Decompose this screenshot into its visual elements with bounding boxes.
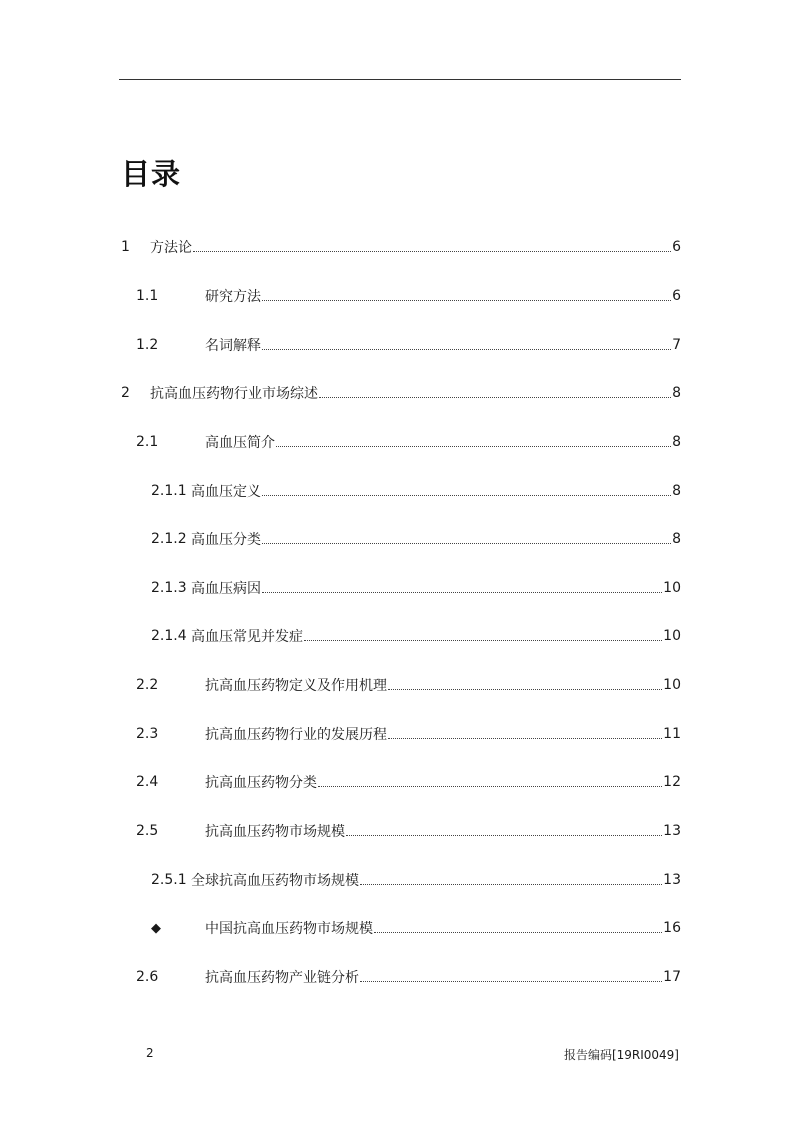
toc-leader — [318, 786, 662, 787]
toc-leader — [262, 592, 662, 593]
toc-entry-number: 2 — [121, 385, 130, 401]
toc-leader — [388, 689, 662, 690]
toc-entry-number: 1.2 — [136, 337, 159, 353]
toc-entry[interactable] — [121, 674, 681, 696]
toc-entry[interactable] — [121, 528, 681, 550]
toc-entry-label: 研究方法 — [205, 289, 261, 305]
toc-entry[interactable] — [121, 382, 681, 404]
diamond-bullet-icon: ◆ — [151, 920, 161, 936]
toc-entry-page: 8 — [672, 385, 681, 401]
toc-entry-page: 6 — [672, 288, 681, 304]
toc-entry-label: 抗高血压药物行业市场综述 — [150, 386, 318, 402]
toc-leader — [360, 981, 662, 982]
toc-entry-page: 11 — [663, 726, 681, 742]
toc-entry[interactable] — [121, 431, 681, 453]
toc-entry-number: 1 — [121, 239, 130, 255]
toc-leader — [319, 397, 671, 398]
toc-entry-number: 2.1.3 — [151, 580, 187, 596]
toc-entry-number: 2.6 — [136, 969, 159, 985]
footer-report-code: 报告编码[19RI0049] — [563, 1048, 679, 1062]
toc-entry-label: 中国抗高血压药物市场规模 — [205, 921, 373, 937]
toc-entry-page: 13 — [663, 872, 681, 888]
toc-entry-label: 高血压常见并发症 — [191, 629, 303, 645]
toc-entry[interactable] — [121, 480, 681, 502]
toc-entry[interactable] — [121, 334, 681, 356]
toc-entry-number: 2.1.2 — [151, 531, 187, 547]
toc-entry-number: 2.3 — [136, 726, 159, 742]
toc-entry-page: 8 — [672, 434, 681, 450]
toc-entry-page: 17 — [663, 969, 681, 985]
toc-entry[interactable] — [121, 771, 681, 793]
toc-entry[interactable] — [121, 577, 681, 599]
toc-entry-number: 2.2 — [136, 677, 159, 693]
toc-leader — [262, 349, 671, 350]
toc-leader — [346, 835, 662, 836]
toc-entry[interactable] — [121, 285, 681, 307]
toc-leader — [360, 884, 662, 885]
toc-entry-page: 10 — [663, 580, 681, 596]
toc-entry[interactable] — [121, 723, 681, 745]
toc-leader — [374, 932, 662, 933]
toc-leader — [262, 300, 671, 301]
toc-leader — [262, 495, 671, 496]
toc-entry-label: 方法论 — [150, 240, 192, 256]
toc-entry[interactable] — [121, 966, 681, 988]
toc-leader — [388, 738, 662, 739]
toc-entry-label: 高血压病因 — [191, 581, 261, 597]
toc-entry[interactable] — [121, 820, 681, 842]
toc-entry-page: 13 — [663, 823, 681, 839]
footer-page-number: 2 — [146, 1046, 154, 1060]
toc-entry-page: 8 — [672, 483, 681, 499]
toc-entry-label: 名词解释 — [205, 338, 261, 354]
toc-entry-page: 12 — [663, 774, 681, 790]
toc-entry-number: 2.4 — [136, 774, 159, 790]
toc-entry-number: 2.5 — [136, 823, 159, 839]
toc-leader — [304, 640, 662, 641]
toc-entry-label: 抗高血压药物定义及作用机理 — [205, 678, 387, 694]
toc-entry-label: 抗高血压药物行业的发展历程 — [205, 727, 387, 743]
toc-entry-number: 2.1.1 — [151, 483, 187, 499]
toc-entry-page: 10 — [663, 628, 681, 644]
toc-entry-number: 2.1.4 — [151, 628, 187, 644]
toc-leader — [193, 251, 671, 252]
toc-leader — [262, 543, 671, 544]
toc-entry-label: 高血压分类 — [191, 532, 261, 548]
header-rule — [119, 79, 681, 80]
toc-entry-label: 抗高血压药物产业链分析 — [205, 970, 359, 986]
toc-entry-number: 2.1 — [136, 434, 159, 450]
toc-entry-page: 10 — [663, 677, 681, 693]
toc-entry-number: 1.1 — [136, 288, 159, 304]
toc-entry-label: 高血压定义 — [191, 484, 261, 500]
toc-entry-page: 8 — [672, 531, 681, 547]
toc-entry-page: 6 — [672, 239, 681, 255]
toc-entry-label: 抗高血压药物市场规模 — [205, 824, 345, 840]
toc-entry[interactable] — [121, 869, 681, 891]
toc-entry[interactable] — [121, 236, 681, 258]
toc-leader — [276, 446, 671, 447]
toc-entry-label: 高血压简介 — [205, 435, 275, 451]
toc-entry-label: 全球抗高血压药物市场规模 — [191, 873, 359, 889]
toc-entry-page: 7 — [672, 337, 681, 353]
toc-entry[interactable] — [121, 625, 681, 647]
toc-entry[interactable] — [121, 917, 681, 939]
toc-entry-number: 2.5.1 — [151, 872, 187, 888]
toc-entry-label: 抗高血压药物分类 — [205, 775, 317, 791]
toc-title: 目录 — [121, 157, 182, 191]
toc-entry-page: 16 — [663, 920, 681, 936]
